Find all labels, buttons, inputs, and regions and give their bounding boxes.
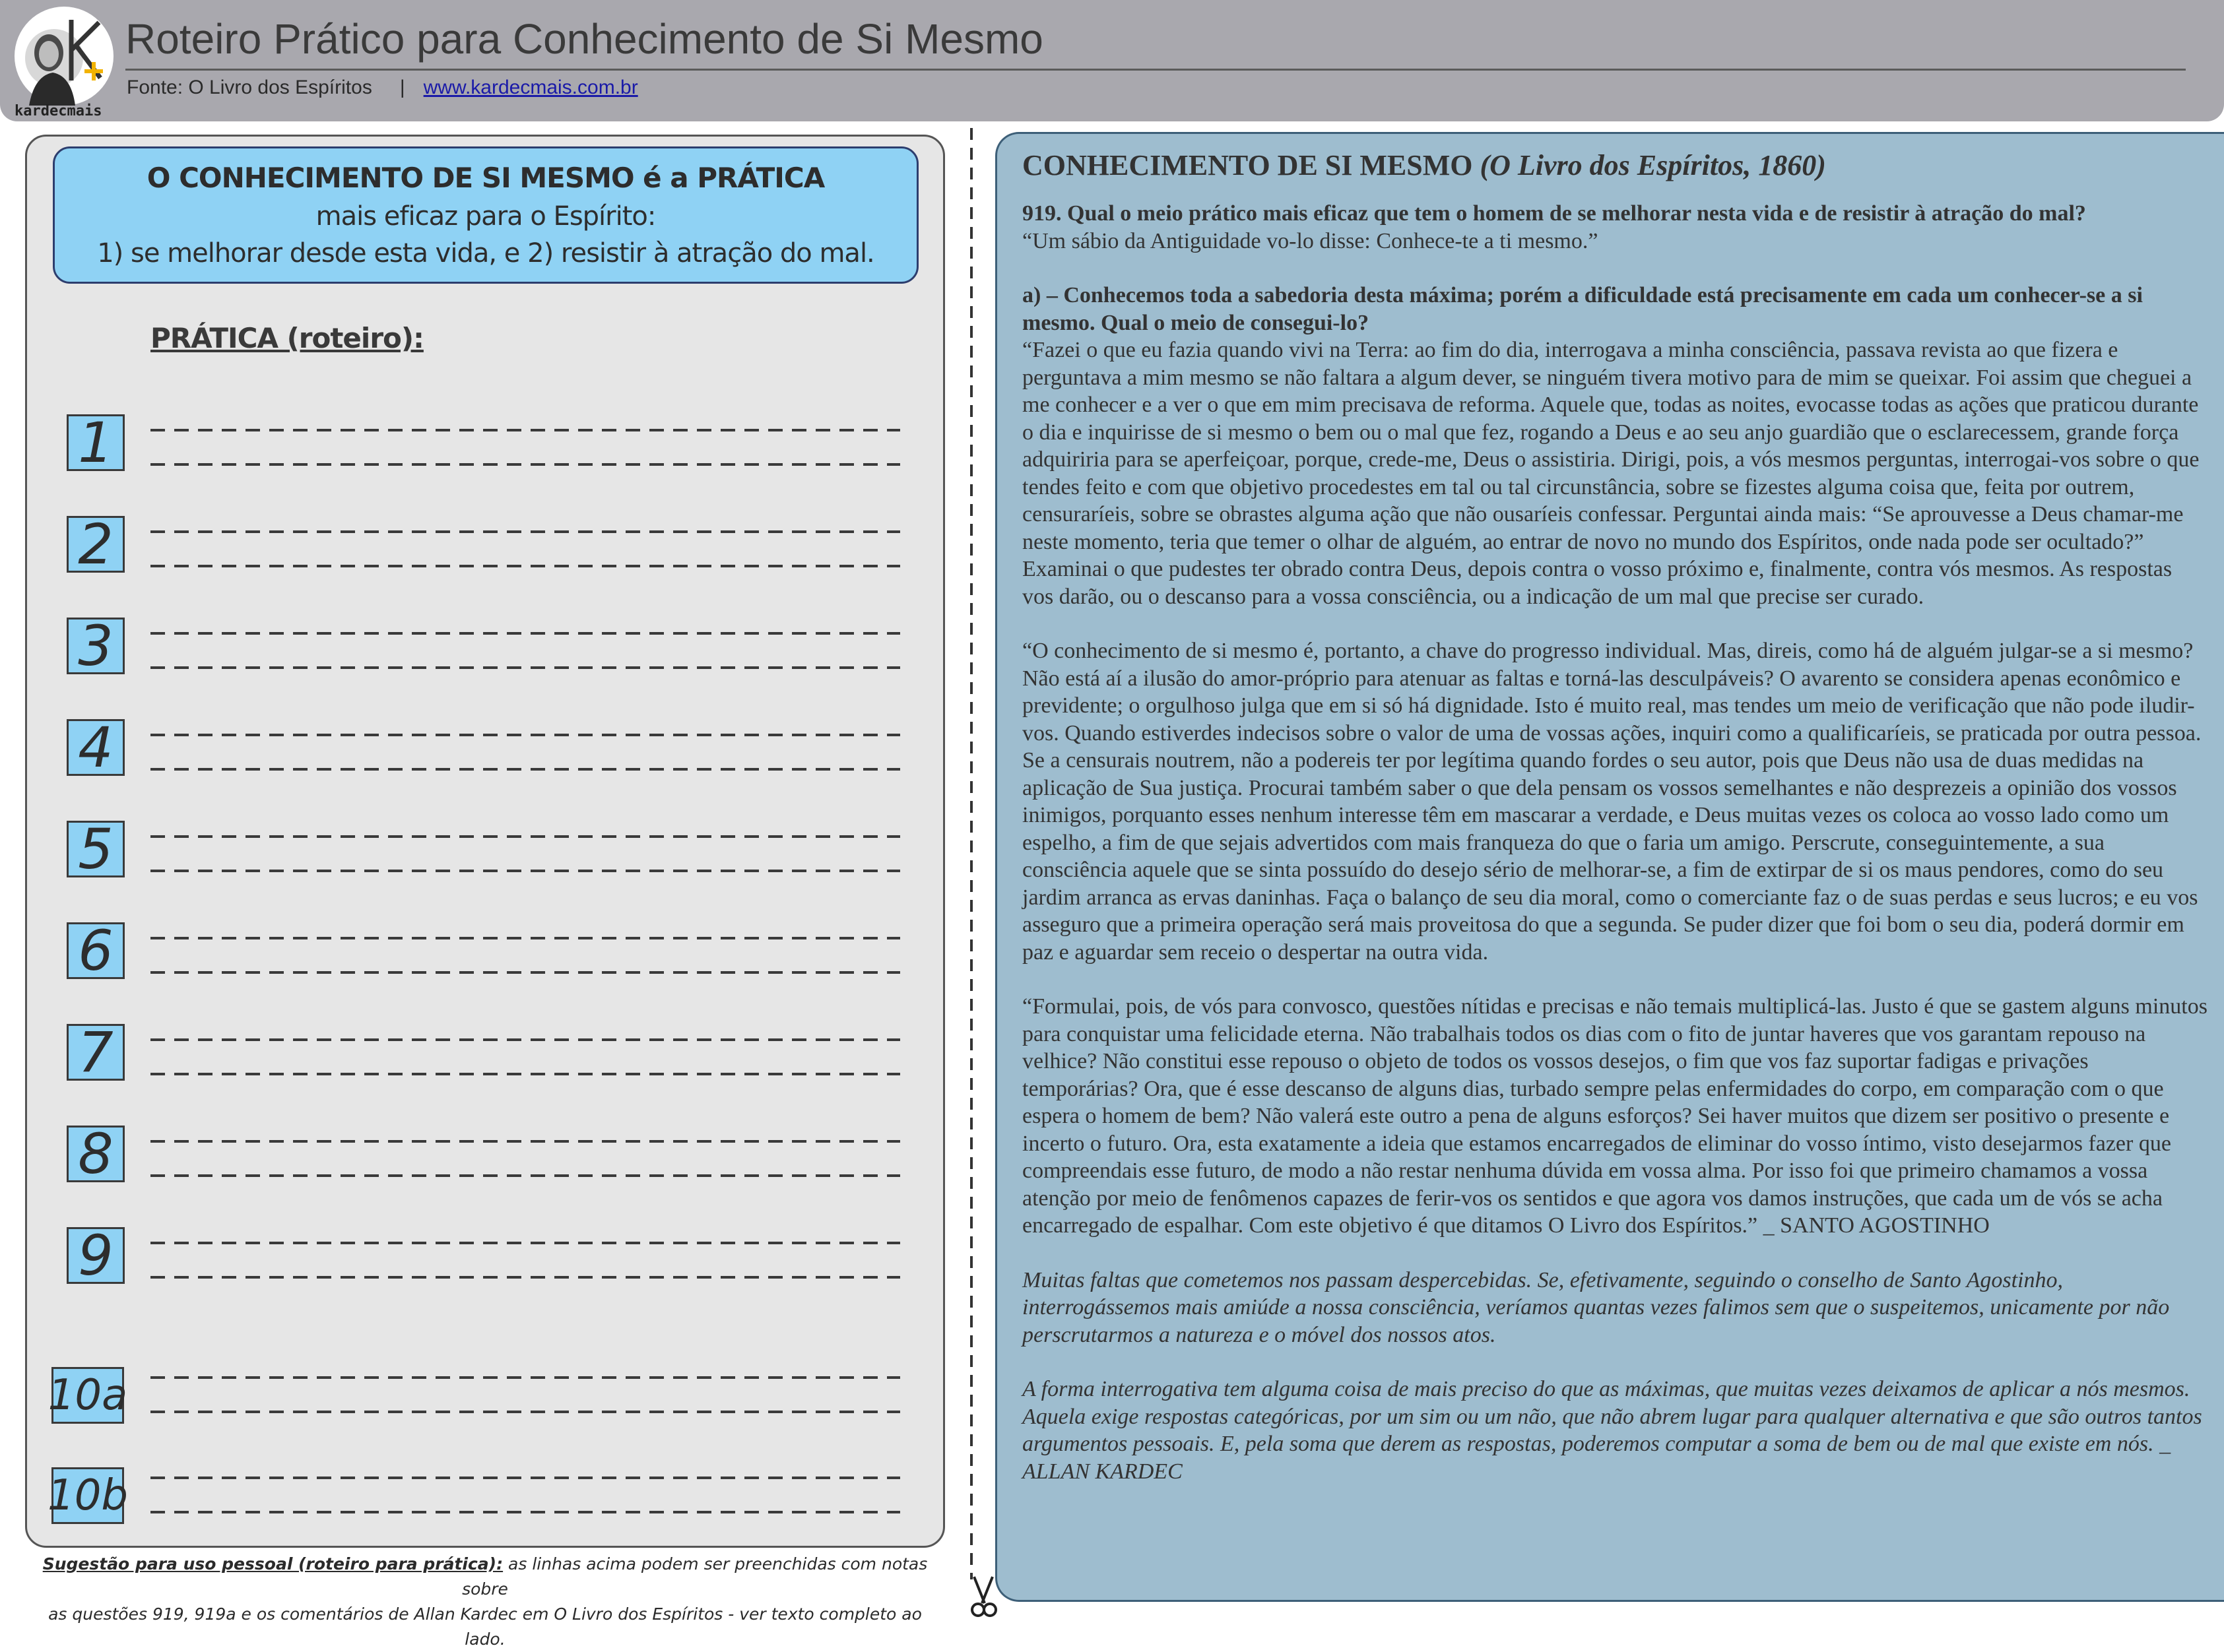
usage-suggestion — [26, 1552, 944, 1652]
source-label: Fonte: O Livro dos Espíritos — [127, 77, 372, 98]
kardec-comment: A forma interrogativa tem alguma coisa de mais preciso do que as máximas, que muitas vezes deixamos de aplicar a nós mesmos. Aquela exige respostas categóricas, por um sim ou um não, que não abrem lugar para qualquer alternativa e que são outros tantos argumentos pessoais. E, pela soma que derem as respostas, poderemos computar a soma de bem ou de mal que existe em nós. _ ALLAN KARDEC — [1022, 1377, 2202, 1484]
paragraph-gap — [1022, 255, 2208, 282]
suggestion-lead: Sugestão para uso pessoal (roteiro para prática): — [42, 1554, 504, 1573]
header-separator: | — [399, 77, 405, 98]
practice-number: 7 — [67, 1024, 125, 1081]
paragraph-gap — [1022, 1349, 2208, 1376]
write-line[interactable] — [150, 971, 900, 974]
source-text-panel — [995, 132, 2224, 1602]
intro-line: mais eficaz para o Espírito: — [315, 201, 656, 232]
practice-number: 4 — [67, 719, 125, 776]
practice-number: 3 — [67, 618, 125, 674]
header-divider — [125, 69, 2186, 71]
cut-line — [970, 128, 973, 1579]
write-line[interactable] — [150, 1073, 900, 1075]
logo-text: kardecmais — [15, 103, 102, 119]
section-title-main: CONHECIMENTO DE SI MESMO — [1022, 149, 1473, 181]
practice-number: 6 — [67, 922, 125, 979]
section-title — [1022, 146, 2208, 185]
write-line[interactable] — [150, 1038, 900, 1041]
suggestion-text: as linhas acima podem ser preenchidas com notas sobre — [462, 1554, 928, 1599]
question-919: 919. Qual o meio prático mais eficaz que tem o homem de se melhorar nesta vida e de resistir à atração do mal? — [1022, 201, 2086, 226]
paragraph-gap — [1022, 610, 2208, 637]
practice-heading: PRÁTICA (roteiro): — [150, 322, 424, 354]
intro-box — [53, 146, 919, 284]
write-line[interactable] — [150, 1174, 900, 1177]
practice-number: 10a — [51, 1367, 124, 1424]
write-line[interactable] — [150, 1242, 900, 1244]
practice-number: 10b — [51, 1467, 124, 1524]
answer-paragraph: “Formulai, pois, de vós para convosco, questões nítidas e precisas e não temais multiplicá-las. Justo é que se gastem alguns minutos para conquistar uma felicidade eterna. Não trabalhais todos os dias com o fito de juntar haveres que vos garantam repouso na velhice? Não constitui esse repouso o objeto de todos os vossos desejos, o fim que vos faz suportar fadigas e privações temporárias? Ora, que é esse descanso de alguns dias, turbado sempre pelas enfermidades do corpo, em comparação com o que espera o homem de bem? Não valerá este outro a pena de alguns esforços? Sei haver muitos que dizem ser positivo o presente e incerto o futuro. Ora, esta exatamente a ideia que estamos encarregados de eliminar do vosso íntimo, visto desejarmos fazer que compreendais esse futuro, de modo a não restar nenhuma dúvida em vossa alma. Por isso foi que primeiro chamamos a vossa atenção por meio de fenômenos capazes de ferir-vos os sentidos e que agora vos damos instruções, que cada um de vós se acha encarregado de espalhar. Com este objetivo é que ditamos O Livro dos Espíritos.” _ SANTO AGOSTINHO — [1022, 994, 2208, 1238]
write-line[interactable] — [150, 666, 900, 669]
section-title-source: (O Livro dos Espíritos, 1860) — [1480, 149, 1826, 181]
write-line[interactable] — [150, 734, 900, 736]
write-line[interactable] — [150, 530, 900, 533]
suggestion-line — [26, 1552, 944, 1602]
write-line[interactable] — [150, 632, 900, 635]
paragraph-gap — [1022, 1240, 2208, 1267]
page-title: Roteiro Prático para Conhecimento de Si Mesmo — [125, 15, 1043, 63]
write-line[interactable] — [150, 1140, 900, 1143]
header-subtitle — [127, 77, 638, 99]
intro-line: 1) se melhorar desde esta vida, e 2) resistir à atração do mal. — [97, 238, 874, 269]
write-line[interactable] — [150, 1376, 900, 1379]
practice-number: 8 — [67, 1126, 125, 1182]
answer-919: “Um sábio da Antiguidade vo-lo disse: Conhece-te a ti mesmo.” — [1022, 228, 1598, 253]
logo — [15, 7, 114, 106]
question-919a: a) – Conhecemos toda a sabedoria desta máxima; porém a dificuldade está precisamente em cada um conhecer-se a si mesmo. Qual o meio de consegui-lo? — [1022, 283, 2143, 335]
write-line[interactable] — [150, 768, 900, 771]
source-text — [1022, 146, 2208, 1485]
kardec-comment: Muitas faltas que cometemos nos passam despercebidas. Se, efetivamente, seguindo o conselho de Santo Agostinho, interrogássemos mais amiúde a nossa consciência, veríamos quantas vezes falimos sem que o suspeitemos, unicamente por não perscrutarmos a natureza e o móvel dos nossos atos. — [1022, 1267, 2170, 1347]
practice-number: 2 — [67, 516, 125, 573]
answer-paragraph: “Fazei o que eu fazia quando vivi na Terra: ao fim do dia, interrogava a minha consciência, passava revista ao que fizera e perguntava a mim mesmo se não faltara a algum dever, se ninguém tivera motivo para de mim se queixar. Foi assim que cheguei a me conhecer e a ver o que em mim precisava de reforma. Aquele que, todas as noites, evocasse todas as ações que praticou durante o dia e inquirisse de si mesmo o bem ou o mal que fez, rogando a Deus e ao seu anjo guardião que o esclarecessem, grande força adquiriria para se aperfeiçoar, porque, crede-me, Deus o assistiria. Dirigi, pois, a vós mesmos perguntas, interrogai-vos sobre o que tendes feito e com que objetivo procedestes em tal ou tal circunstância, sobre se fizestes alguma coisa que, feita por outrem, censuraríeis, sobre se obrastes alguma ação que não ousaríeis confessar. Perguntai ainda mais: “Se aprouvesse a Deus chamar-me neste momento, teria que temer o olhar de alguém, ao entrar de novo no mundo dos Espíritos, onde nada pode ser ocultado?” Examinai o que pudestes ter obrado contra Deus, depois contra o vosso próximo e, finalmente, contra vós mesmos. As respostas vos darão, ou o descanso para a vossa consciência, ou a indicação de um mal que precise ser curado. — [1022, 338, 2200, 609]
paragraph-gap — [1022, 966, 2208, 993]
write-line[interactable] — [150, 835, 900, 838]
write-line[interactable] — [150, 1511, 900, 1513]
suggestion-line: as questões 919, 919a e os comentários de Allan Kardec em O Livro dos Espíritos - ver texto completo ao lado. — [48, 1604, 922, 1649]
write-line[interactable] — [150, 1411, 900, 1413]
write-line[interactable] — [150, 429, 900, 431]
write-line[interactable] — [150, 565, 900, 567]
portrait-logo-icon — [15, 7, 114, 106]
header-bar — [0, 0, 2224, 121]
intro-title: O CONHECIMENTO DE SI MESMO é a PRÁTICA — [147, 162, 825, 194]
practice-number: 9 — [67, 1227, 125, 1284]
write-line[interactable] — [150, 463, 900, 466]
site-link[interactable]: www.kardecmais.com.br — [423, 77, 638, 98]
answer-paragraph: “O conhecimento de si mesmo é, portanto, a chave do progresso individual. Mas, direis, como há de alguém julgar-se a si mesmo? Não está aí a ilusão do amor-próprio para atenuar as faltas e torná-las desculpáveis? O avarento se considera apenas econômico e previdente; o orgulhoso julga que em si só há dignidade. Isto é muito real, mas tendes um meio de verificação que não pode iludir-vos. Quando estiverdes indecisos sobre o valor de uma de vossas ações, inquiri como a qualificaríeis, se praticada por outra pessoa. Se a censurais noutrem, não a podereis ter por legítima quando fordes o seu autor, pois que Deus não usa de duas medidas na aplicação de Sua justiça. Procurai também saber o que dela pensam os vossos semelhantes e não desprezeis a opinião dos vossos inimigos, porquanto esses nenhum interesse têm em mascarar a verdade, e Deus muitas vezes os coloca ao vosso lado como um espelho, a fim de que sejais advertidos com mais franqueza do que o faria um amigo. Perscrute, conseguintemente, a sua consciência aquele que se sinta possuído do desejo sério de melhorar-se, a fim de extirpar de si os maus pendores, como do seu jardim arranca as ervas daninhas. Faça o balanço de seu dia moral, como o comerciante faz o de suas perdas e seus lucros; e eu vos asseguro que a primeira operação será mais proveitosa do que a segunda. Se puder dizer que foi bom o seu dia, poderá dormir em paz e aguardar sem receio o despertar na outra vida. — [1022, 639, 2202, 965]
practice-number: 1 — [67, 414, 125, 471]
write-line[interactable] — [150, 870, 900, 872]
write-line[interactable] — [150, 1276, 900, 1279]
write-line[interactable] — [150, 937, 900, 939]
practice-number: 5 — [67, 821, 125, 877]
write-line[interactable] — [150, 1477, 900, 1479]
